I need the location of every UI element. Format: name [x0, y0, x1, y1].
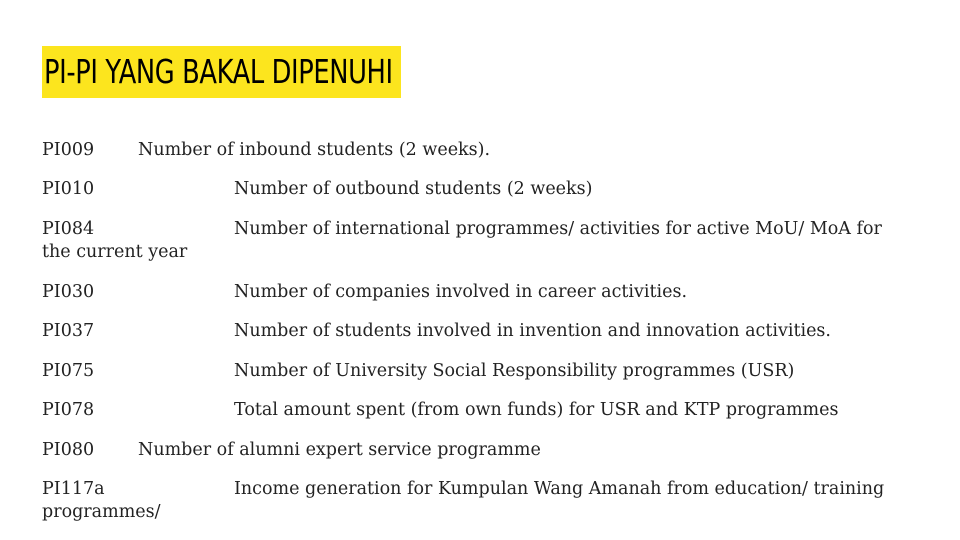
pi-code: PI117a — [42, 479, 105, 499]
pi-code: PI075 — [42, 361, 95, 381]
pi-description: Income generation for Kumpulan Wang Amanah from education/ training programmes/ — [42, 479, 885, 522]
pi-code: PI037 — [42, 321, 95, 341]
pi-description: Number of inbound students (2 weeks). — [138, 140, 491, 160]
pi-description: Number of outbound students (2 weeks) — [234, 179, 593, 199]
pi-description: Total amount spent (from own funds) for USR and KTP programmes — [234, 400, 839, 420]
pi-item — [42, 218, 902, 264]
pi-description: Number of students involved in invention and innovation activities. — [234, 321, 831, 341]
pi-code: PI010 — [42, 179, 95, 199]
pi-code: PI080 — [42, 440, 95, 460]
pi-description: Number of international programmes/ activities for active MoU/ MoA for the current year — [42, 219, 882, 262]
pi-code: PI030 — [42, 282, 95, 302]
pi-code: PI084 — [42, 219, 95, 239]
pi-code: PI078 — [42, 400, 95, 420]
pi-item — [42, 478, 902, 524]
pi-description: Number of University Social Responsibility programmes (USR) — [234, 361, 795, 381]
slide-title: PI-PI YANG BAKAL DIPENUHI — [44, 52, 393, 91]
pi-code: PI009 — [42, 140, 95, 160]
pi-description: Number of companies involved in career activities. — [234, 282, 688, 302]
title-highlight — [42, 46, 401, 98]
pi-description: Number of alumni expert service programme — [138, 440, 541, 460]
